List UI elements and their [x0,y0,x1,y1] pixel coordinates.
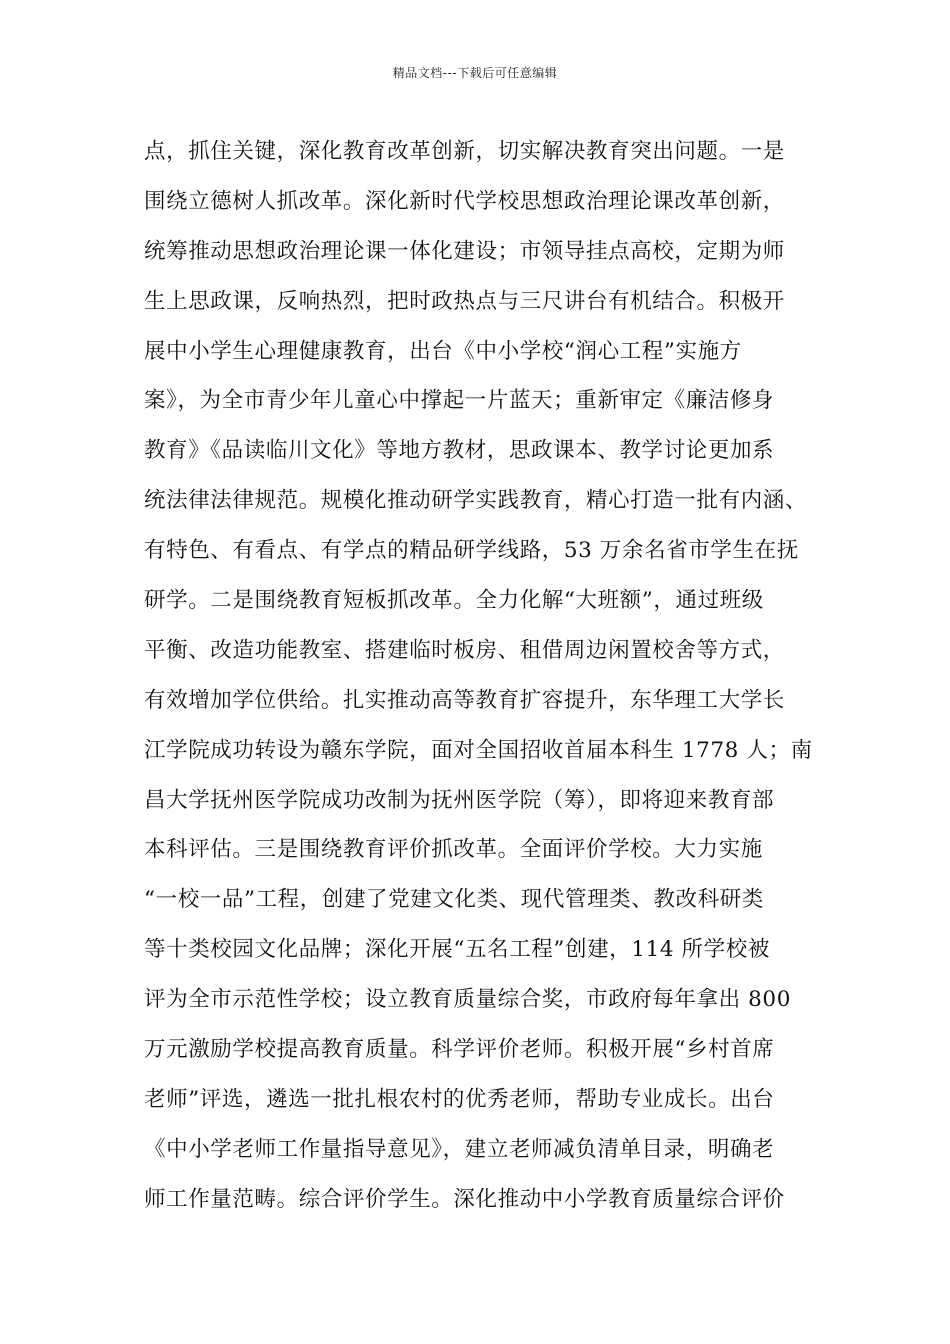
text-line: 平衡、改造功能教室、搭建临时板房、租借周边闲置校舍等方式， [144,637,785,663]
text-line: 《中小学老师工作量指导意见》，建立老师减负清单目录，明确老 [144,1136,775,1162]
text-line: 有特色、有看点、有学点的精品研学线路，53 万余名省市学生在抚 [144,538,799,564]
text-line: 师工作量范畴。综合评价学生。深化推动中小学教育质量综合评价 [144,1186,785,1212]
text-line: 案》，为全市青少年儿童心中撑起一片蓝天；重新审定《廉洁修身 [144,388,775,414]
text-line: 展中小学生心理健康教育，出台《中小学校“润心工程”实施方 [144,338,742,364]
body-paragraph [144,134,814,1232]
text-line: 统法律法律规范。规模化推动研学实践教育，精心打造一批有内涵、 [144,488,808,514]
page-header: 精品文档---下载后可任意编辑 [392,66,558,80]
text-line: 昌大学抚州医学院成功改制为抚州医学院（筹），即将迎来教育部 [144,787,775,813]
text-line: 研学。二是围绕教育短板抓改革。全力化解“大班额”，通过班级 [144,588,764,614]
text-line: 教育》《品读临川文化》等地方教材，思政课本、教学讨论更加系 [144,438,775,464]
text-line: 本科评估。三是围绕教育评价抓改革。全面评价学校。大力实施 [144,837,763,863]
text-line: 生上思政课，反响热烈，把时政热点与三尺讲台有机结合。积极开 [144,288,785,314]
text-line: 万元激励学校提高教育质量。科学评价老师。积极开展“乡村首席 [144,1037,775,1063]
text-line: 点，抓住关键，深化教育改革创新，切实解决教育突出问题。一是 [144,139,785,164]
text-line: 评为全市示范性学校；设立教育质量综合奖，市政府每年拿出 800 [144,987,791,1013]
text-line: 围绕立德树人抓改革。深化新时代学校思想政治理论课改革创新， [144,188,785,214]
text-line: 老师”评选，遴选一批扎根农村的优秀老师，帮助专业成长。出台 [144,1086,775,1112]
text-line: 江学院成功转设为赣东学院，面对全国招收首届本科生 1778 人；南 [144,737,813,763]
text-line: 有效增加学位供给。扎实推动高等教育扩容提升，东华理工大学长 [144,687,785,713]
text-line: “一校一品”工程，创建了党建文化类、现代管理类、教改科研类 [144,887,764,913]
text-line: 统筹推动思想政治理论课一体化建设；市领导挂点高校，定期为师 [144,238,785,264]
text-line: 等十类校园文化品牌；深化开展“五名工程”创建，114 所学校被 [144,937,770,963]
